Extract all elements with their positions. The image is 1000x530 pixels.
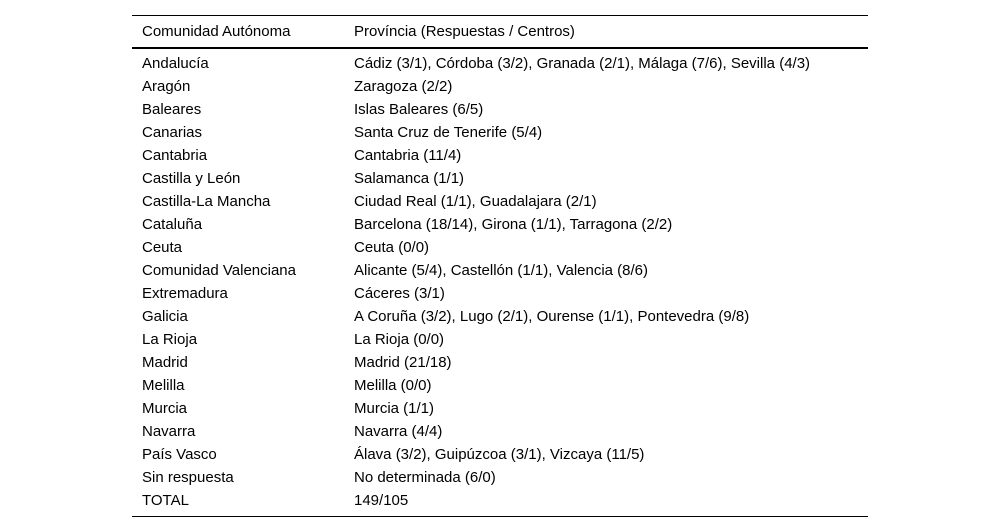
cell-comunidad: País Vasco <box>142 446 217 463</box>
cell-comunidad: Comunidad Valenciana <box>142 262 296 279</box>
cell-provincia: Álava (3/2), Guipúzcoa (3/1), Vizcaya (11/5) <box>354 446 645 463</box>
cell-comunidad: Andalucía <box>142 55 209 72</box>
table-row <box>132 328 868 351</box>
table-row <box>132 144 868 167</box>
cell-provincia: Islas Baleares (6/5) <box>354 101 484 118</box>
cell-comunidad: Canarias <box>142 124 203 141</box>
cell-provincia: Navarra (4/4) <box>354 423 443 440</box>
table-row <box>132 236 868 259</box>
cell-provincia: Barcelona (18/14), Girona (1/1), Tarragona (2/2) <box>354 216 673 233</box>
cell-provincia: 149/105 <box>354 492 409 509</box>
cell-provincia: Cádiz (3/1), Córdoba (3/2), Granada (2/1), Málaga (7/6), Sevilla (4/3) <box>354 55 811 72</box>
cell-comunidad: Aragón <box>142 78 191 95</box>
cell-provincia: Ciudad Real (1/1), Guadalajara (2/1) <box>354 193 597 210</box>
table-row <box>132 305 868 328</box>
table-row <box>132 121 868 144</box>
cell-provincia: Zaragoza (2/2) <box>354 78 453 95</box>
cell-provincia: Cantabria (11/4) <box>354 147 462 164</box>
cell-comunidad: Sin respuesta <box>142 469 234 486</box>
cell-provincia: Melilla (0/0) <box>354 377 432 394</box>
table-row <box>132 374 868 397</box>
cell-comunidad: Navarra <box>142 423 196 440</box>
cell-provincia: Madrid (21/18) <box>354 354 452 371</box>
cell-provincia: Alicante (5/4), Castellón (1/1), Valencia (8/6) <box>354 262 649 279</box>
cell-provincia: Murcia (1/1) <box>354 400 435 417</box>
data-table-container <box>132 15 868 517</box>
header-comunidad: Comunidad Autónoma <box>142 23 291 40</box>
cell-provincia: A Coruña (3/2), Lugo (2/1), Ourense (1/1), Pontevedra (9/8) <box>354 308 750 325</box>
cell-comunidad: Cantabria <box>142 147 208 164</box>
cell-comunidad: Baleares <box>142 101 202 118</box>
cell-comunidad: Murcia <box>142 400 188 417</box>
table-row <box>132 351 868 374</box>
cell-comunidad: Galicia <box>142 308 188 325</box>
cell-provincia: Salamanca (1/1) <box>354 170 465 187</box>
cell-comunidad: Castilla y León <box>142 170 241 187</box>
table-row <box>132 167 868 190</box>
table-row <box>132 75 868 98</box>
header-row <box>132 16 868 49</box>
cell-provincia: No determinada (6/0) <box>354 469 496 486</box>
table-row <box>132 48 868 75</box>
cell-comunidad: Castilla-La Mancha <box>142 193 271 210</box>
data-table <box>132 15 868 517</box>
table-body <box>132 48 868 517</box>
table-row <box>132 213 868 236</box>
cell-comunidad: Madrid <box>142 354 188 371</box>
cell-provincia: La Rioja (0/0) <box>354 331 445 348</box>
table-row <box>132 466 868 489</box>
table-row <box>132 98 868 121</box>
cell-comunidad: Ceuta <box>142 239 183 256</box>
table-row <box>132 259 868 282</box>
table-row <box>132 397 868 420</box>
cell-provincia: Cáceres (3/1) <box>354 285 445 302</box>
header-provincia: Província (Respuestas / Centros) <box>354 23 575 40</box>
table-row <box>132 443 868 466</box>
cell-comunidad: La Rioja <box>142 331 198 348</box>
cell-comunidad: TOTAL <box>142 492 189 509</box>
cell-comunidad: Cataluña <box>142 216 203 233</box>
table-row <box>132 190 868 213</box>
cell-provincia: Ceuta (0/0) <box>354 239 430 256</box>
cell-comunidad: Extremadura <box>142 285 228 302</box>
cell-provincia: Santa Cruz de Tenerife (5/4) <box>354 124 543 141</box>
cell-comunidad: Melilla <box>142 377 185 394</box>
table-header <box>132 16 868 49</box>
table-row <box>132 282 868 305</box>
table-row <box>132 420 868 443</box>
table-row <box>132 489 868 517</box>
